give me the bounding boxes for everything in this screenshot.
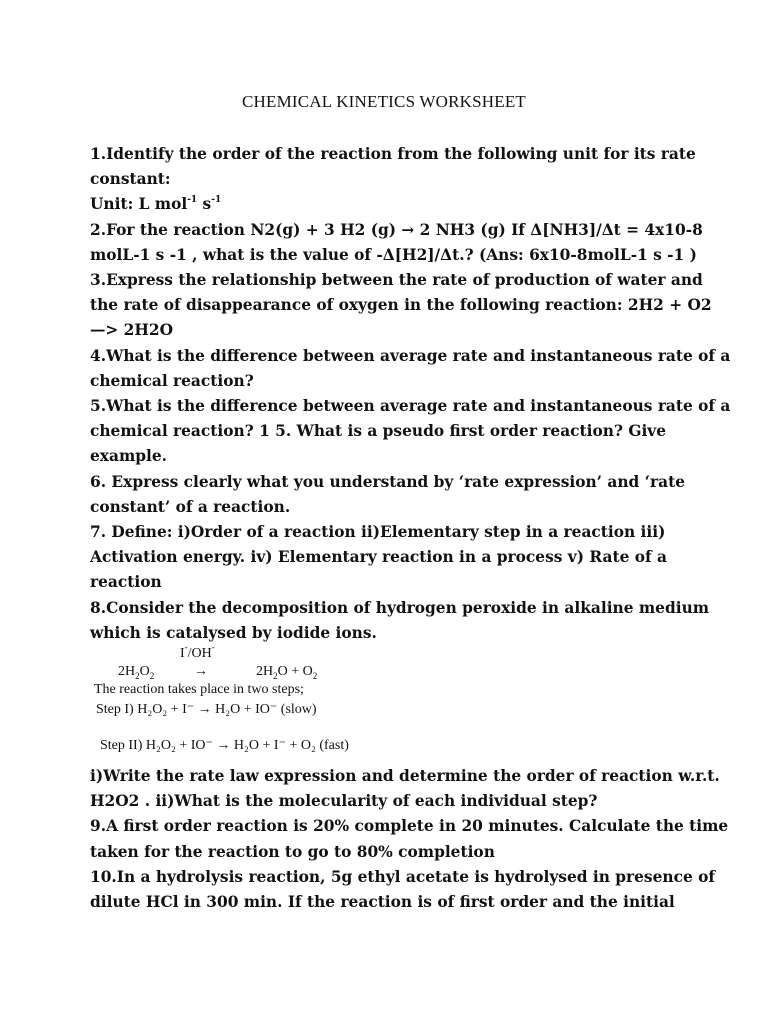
question-line: 3.Express the relationship between the rate of production of water and <box>90 271 703 290</box>
question-line: 7. Define: i)Order of a reaction ii)Elementary step in a reaction iii) <box>90 523 666 542</box>
question-line: constant’ of a reaction. <box>90 497 291 516</box>
question-line: H2O2 . ii)What is the molecularity of each individual step? <box>90 792 598 811</box>
scheme-step-1: Step I) H₂O₂ + I⁻ → H₂O + IO⁻ (slow) <box>96 702 317 717</box>
question-line: chemical reaction? <box>90 371 254 390</box>
questions-block-1 <box>90 142 731 646</box>
scheme-catalyst: I-/OH- <box>180 642 215 661</box>
question-line: 5.What is the difference between average rate and instantaneous rate of a <box>90 397 731 416</box>
scheme-products: $2H_2O + O_2$ <box>256 664 318 681</box>
question-line: 4.What is the difference between average rate and instantaneous rate of a <box>90 346 731 365</box>
question-line: molL-1 s -1 , what is the value of -Δ[H2]/Δt.? (Ans: 6x10-8molL-1 s -1 ) <box>90 245 697 264</box>
question-line: chemical reaction? 1 5. What is a pseudo first order reaction? Give <box>90 422 667 441</box>
question-line: which is catalysed by iodide ions. <box>90 623 377 642</box>
scheme-step-2: Step II) H₂O₂ + IO⁻ → H₂O + I⁻ + O₂ (fast) <box>100 738 349 753</box>
question-line: the rate of disappearance of oxygen in the following reaction: 2H2 + O2 <box>90 296 712 315</box>
question-line: —> 2H2O <box>90 321 174 340</box>
question-line: constant: <box>90 170 171 189</box>
question-line: 8.Consider the decomposition of hydrogen peroxide in alkaline medium <box>90 598 710 617</box>
scheme-reactant: $2H_2O_2$ <box>118 664 155 681</box>
question-line: example. <box>90 447 167 466</box>
question-line: taken for the reaction to go to 80% completion <box>90 842 495 861</box>
question-line: i)Write the rate law expression and determine the order of reaction w.r.t. <box>90 767 720 785</box>
question-line: 1.Identify the order of the reaction from the following unit for its rate <box>90 145 696 163</box>
question-line: 9.A first order reaction is 20% complete in 20 minutes. Calculate the time <box>90 817 729 836</box>
question-line: 2.For the reaction N2(g) + 3 H2 (g) → 2 NH3 (g) If Δ[NH3]/Δt = 4x10-8 <box>90 220 703 239</box>
question-line: 6. Express clearly what you understand by ‘rate expression’ and ‘rate <box>90 472 686 491</box>
question-line: 10.In a hydrolysis reaction, 5g ethyl acetate is hydrolysed in presence of <box>90 867 715 886</box>
worksheet-title: CHEMICAL KINETICS WORKSHEET <box>242 92 526 111</box>
scheme-arrow: → <box>194 664 208 679</box>
question-line: Activation energy. iv) Elementary reaction in a process v) Rate of a <box>90 548 667 567</box>
scheme-steps-intro: The reaction takes place in two steps; <box>94 682 304 697</box>
question-line: dilute HCl in 300 min. If the reaction is of first order and the initial <box>90 893 675 912</box>
unit-line: Unit: L mol$^{-1}$ $s^{-1}$ <box>90 195 222 214</box>
question-line: reaction <box>90 573 162 592</box>
questions-block-2 <box>90 764 729 915</box>
